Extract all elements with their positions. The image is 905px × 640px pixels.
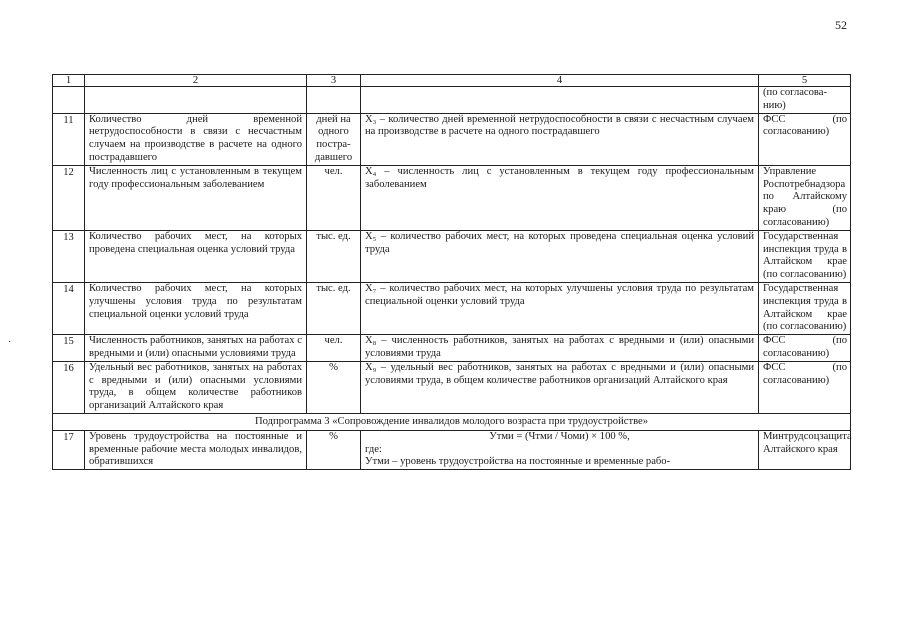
header-cell: 3 — [307, 75, 361, 87]
indicators-table — [52, 74, 851, 470]
formula: Утми = (Чтми / Чоми) × 100 %, — [489, 430, 630, 442]
indicator-cell: Количество рабочих мест, на которых проведена специальная оценка условий труда — [85, 230, 307, 282]
description-cell: X₅ – количество рабочих мест, на которых проведена специальная оценка условий труда — [361, 230, 759, 282]
row-number: 17 — [53, 430, 85, 469]
row-number: 12 — [53, 165, 85, 230]
table-row — [53, 430, 851, 469]
unit-cell: тыс. ед. — [307, 230, 361, 282]
source-cell: ФСС (по согласованию) — [759, 335, 851, 362]
subprogram-title: Подпрограмма 3 «Сопровождение инвалидов молодого возраста при трудоустройстве» — [53, 413, 851, 430]
description-cell: X₉ – удельный вес работников, занятых на работах с вредными и (или) опасными условиями труда, в общем количестве работников организаций Алтайского края — [361, 361, 759, 413]
table-row — [53, 230, 851, 282]
table-row — [53, 282, 851, 334]
table-row — [53, 335, 851, 362]
description-cell: X₈ – численность работников, занятых на работах с вредными и (или) опасными условиями труда — [361, 335, 759, 362]
table-row — [53, 165, 851, 230]
header-cell: 4 — [361, 75, 759, 87]
indicator-cell: Количество дней временной нетрудоспособности в связи с несчастным случаем на производстве в расчете на одного пострадавшего — [85, 113, 307, 165]
description-cell: X₃ – количество дней временной нетрудоспособности в связи с несчастным случаем на производстве в расчете на одного пострадавшего — [361, 113, 759, 165]
row-number: 11 — [53, 113, 85, 165]
row-number: 16 — [53, 361, 85, 413]
table-row — [53, 113, 851, 165]
unit-cell: чел. — [307, 335, 361, 362]
formula-definition: Утми – уровень трудоустройства на постоянные и временные рабо- — [365, 456, 671, 468]
table-row — [53, 361, 851, 413]
unit-cell: % — [307, 361, 361, 413]
subprogram-row — [53, 413, 851, 430]
source-cell: ФСС (по согласованию) — [759, 113, 851, 165]
unit-cell: чел. — [307, 165, 361, 230]
margin-mark: · — [8, 337, 12, 348]
source-cell: Минтрудсоцзащита Алтайского края — [759, 430, 851, 469]
description-cell: X₄ – численность лиц с установленным в текущем году профессиональным заболеванием — [361, 165, 759, 230]
unit-cell: тыс. ед. — [307, 282, 361, 334]
header-cell: 5 — [759, 75, 851, 87]
source-cell: Государственная инспекция труда в Алтайском крае (по согласованию) — [759, 282, 851, 334]
description-cell — [361, 430, 759, 469]
row-number: 15 — [53, 335, 85, 362]
source-cell: ФСС (по согласованию) — [759, 361, 851, 413]
indicator-cell: Численность работников, занятых на работах с вредными и (или) опасными условиями труда — [85, 335, 307, 362]
source-cell: Управление Роспотребнадзора по Алтайскому краю (по согласованию) — [759, 165, 851, 230]
header-cell: 1 — [53, 75, 85, 87]
indicator-cell: Уровень трудоустройства на постоянные и временные рабочие места молодых инвалидов, обратившихся — [85, 430, 307, 469]
where-label: где: — [365, 443, 382, 455]
indicator-cell: Количество рабочих мест, на которых улучшены условия труда по результатам специальной оценки условий труда — [85, 282, 307, 334]
indicator-cell: Численность лиц с установленным в текущем году профессиональным заболеванием — [85, 165, 307, 230]
indicator-cell: Удельный вес работников, занятых на работах с вредными и (или) опасными условиями труда, в общем количестве работников организаций Алтайского края — [85, 361, 307, 413]
page-number: 52 — [835, 18, 847, 32]
row-number: 14 — [53, 282, 85, 334]
source-cell: Государственная инспекция труда в Алтайском крае (по согласованию) — [759, 230, 851, 282]
header-cell: 2 — [85, 75, 307, 87]
header-row — [53, 75, 851, 87]
unit-cell: % — [307, 430, 361, 469]
row-number: 13 — [53, 230, 85, 282]
unit-cell: дней на одного постра- давшего — [307, 113, 361, 165]
description-cell: X₇ – количество рабочих мест, на которых улучшены условия труда по результатам специальной оценки условий труда — [361, 282, 759, 334]
source-cell: (по согласова- нию) — [759, 87, 851, 114]
continuation-row — [53, 87, 851, 114]
